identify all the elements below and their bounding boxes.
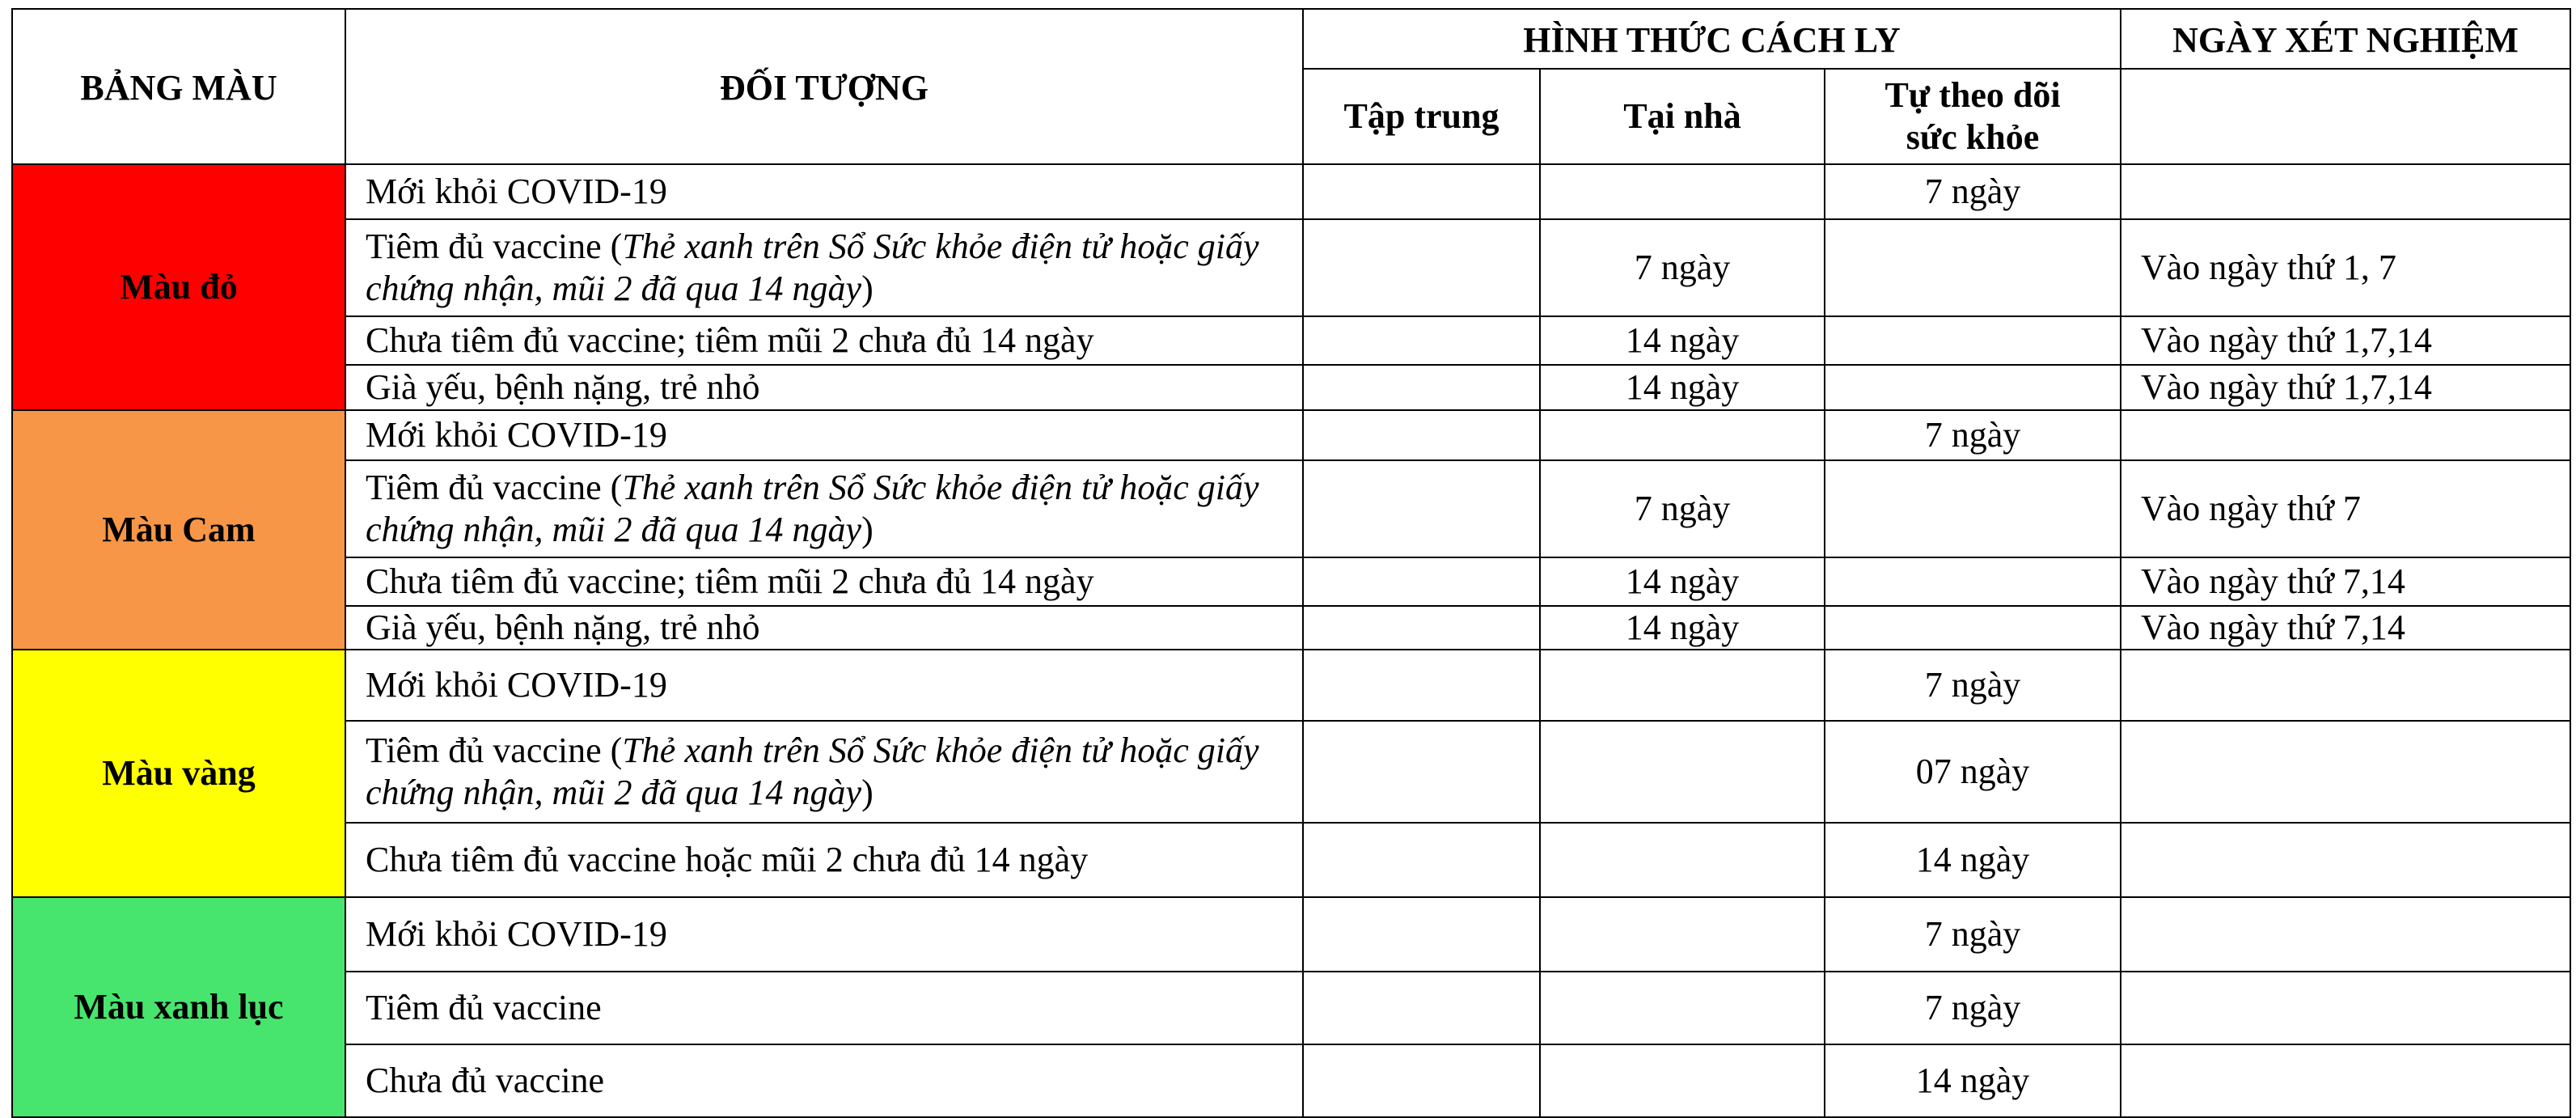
- concentrated-cell: [1303, 972, 1540, 1044]
- color-label-cell: Màu đỏ: [12, 164, 345, 410]
- table-row: [12, 164, 2570, 219]
- table-row: [12, 557, 2570, 606]
- table-row: [12, 721, 2570, 823]
- subject-prefix: Tiêm đủ vaccine (: [366, 731, 623, 770]
- test-days-cell: [2121, 721, 2570, 823]
- table-row: [12, 460, 2570, 557]
- subject-note: Thẻ xanh trên Sổ Sức khỏe điện tử hoặc giấy chứng nhận, mũi 2 đã qua 14 ngày: [366, 227, 1259, 308]
- subject-cell: [345, 721, 1303, 823]
- concentrated-cell: [1303, 219, 1540, 316]
- header-self-monitor: [1825, 69, 2121, 164]
- self-monitor-cell: 7 ngày: [1825, 650, 2121, 721]
- concentrated-cell: [1303, 365, 1540, 410]
- at-home-cell: [1540, 972, 1825, 1044]
- subject-cell: Già yếu, bệnh nặng, trẻ nhỏ: [345, 365, 1303, 410]
- at-home-cell: 14 ngày: [1540, 365, 1825, 410]
- self-monitor-cell: [1825, 557, 2121, 606]
- self-monitor-cell: [1825, 365, 2121, 410]
- test-days-cell: Vào ngày thứ 7: [2121, 460, 2570, 557]
- subject-suffix: ): [861, 510, 873, 549]
- at-home-cell: [1540, 1044, 1825, 1117]
- subject-cell: Tiêm đủ vaccine: [345, 972, 1303, 1044]
- test-days-cell: Vào ngày thứ 7,14: [2121, 606, 2570, 650]
- test-days-cell: [2121, 972, 2570, 1044]
- at-home-cell: [1540, 823, 1825, 897]
- color-label-cell: Màu xanh lục: [12, 897, 345, 1117]
- table-row: [12, 606, 2570, 650]
- concentrated-cell: [1303, 316, 1540, 365]
- test-days-cell: [2121, 823, 2570, 897]
- subject-cell: Mới khỏi COVID-19: [345, 164, 1303, 219]
- table-row: [12, 972, 2570, 1044]
- self-monitor-cell: 7 ngày: [1825, 972, 2121, 1044]
- at-home-cell: 14 ngày: [1540, 606, 1825, 650]
- table-body: [12, 164, 2570, 1117]
- concentrated-cell: [1303, 557, 1540, 606]
- subject-prefix: Tiêm đủ vaccine (: [366, 468, 623, 507]
- test-days-cell: Vào ngày thứ 1,7,14: [2121, 316, 2570, 365]
- at-home-cell: [1540, 897, 1825, 972]
- subject-cell: Chưa tiêm đủ vaccine; tiêm mũi 2 chưa đủ 14 ngày: [345, 557, 1303, 606]
- header-concentrated: Tập trung: [1303, 69, 1540, 164]
- concentrated-cell: [1303, 1044, 1540, 1117]
- self-monitor-cell: 14 ngày: [1825, 1044, 2121, 1117]
- table-row: [12, 410, 2570, 460]
- self-monitor-cell: 14 ngày: [1825, 823, 2121, 897]
- header-self-monitor-line1: Tự theo dõi: [1884, 75, 2061, 115]
- self-monitor-cell: [1825, 316, 2121, 365]
- header-subject: ĐỐI TƯỢNG: [345, 9, 1303, 164]
- subject-note: Thẻ xanh trên Sổ Sức khỏe điện tử hoặc giấy chứng nhận, mũi 2 đã qua 14 ngày: [366, 731, 1259, 812]
- test-days-cell: Vào ngày thứ 1,7,14: [2121, 365, 2570, 410]
- subject-cell: [345, 219, 1303, 316]
- table-row: [12, 1044, 2570, 1117]
- concentrated-cell: [1303, 164, 1540, 219]
- color-label-cell: Màu Cam: [12, 410, 345, 650]
- subject-cell: [345, 460, 1303, 557]
- at-home-cell: 14 ngày: [1540, 316, 1825, 365]
- table-row: [12, 365, 2570, 410]
- self-monitor-cell: [1825, 219, 2121, 316]
- at-home-cell: [1540, 650, 1825, 721]
- subject-suffix: ): [861, 269, 873, 308]
- header-self-monitor-line2: sức khỏe: [1906, 117, 2040, 157]
- isolation-table: [11, 8, 2571, 1118]
- test-days-cell: [2121, 1044, 2570, 1117]
- subject-prefix: Tiêm đủ vaccine (: [366, 227, 623, 266]
- subject-cell: Mới khỏi COVID-19: [345, 650, 1303, 721]
- table-row: [12, 897, 2570, 972]
- header-isolation-form: HÌNH THỨC CÁCH LY: [1303, 9, 2121, 69]
- self-monitor-cell: 07 ngày: [1825, 721, 2121, 823]
- at-home-cell: 7 ngày: [1540, 460, 1825, 557]
- subject-cell: Chưa đủ vaccine: [345, 1044, 1303, 1117]
- subject-cell: Chưa tiêm đủ vaccine hoặc mũi 2 chưa đủ 14 ngày: [345, 823, 1303, 897]
- at-home-cell: [1540, 164, 1825, 219]
- table-row: [12, 823, 2570, 897]
- subject-cell: Già yếu, bệnh nặng, trẻ nhỏ: [345, 606, 1303, 650]
- concentrated-cell: [1303, 410, 1540, 460]
- table-row: [12, 316, 2570, 365]
- at-home-cell: 7 ngày: [1540, 219, 1825, 316]
- header-at-home: Tại nhà: [1540, 69, 1825, 164]
- self-monitor-cell: 7 ngày: [1825, 164, 2121, 219]
- test-days-cell: [2121, 410, 2570, 460]
- at-home-cell: [1540, 410, 1825, 460]
- subject-cell: Mới khỏi COVID-19: [345, 897, 1303, 972]
- header-color-table: BẢNG MÀU: [12, 9, 345, 164]
- test-days-cell: [2121, 650, 2570, 721]
- self-monitor-cell: [1825, 606, 2121, 650]
- subject-suffix: ): [861, 773, 873, 812]
- concentrated-cell: [1303, 823, 1540, 897]
- self-monitor-cell: 7 ngày: [1825, 410, 2121, 460]
- subject-cell: Mới khỏi COVID-19: [345, 410, 1303, 460]
- test-days-cell: [2121, 164, 2570, 219]
- test-days-cell: [2121, 897, 2570, 972]
- concentrated-cell: [1303, 721, 1540, 823]
- header-test-days-blank: [2121, 69, 2570, 164]
- concentrated-cell: [1303, 606, 1540, 650]
- self-monitor-cell: 7 ngày: [1825, 897, 2121, 972]
- concentrated-cell: [1303, 897, 1540, 972]
- subject-note: Thẻ xanh trên Sổ Sức khỏe điện tử hoặc giấy chứng nhận, mũi 2 đã qua 14 ngày: [366, 468, 1259, 549]
- at-home-cell: [1540, 721, 1825, 823]
- header-test-days: NGÀY XÉT NGHIỆM: [2121, 9, 2570, 69]
- color-label-cell: Màu vàng: [12, 650, 345, 897]
- table-row: [12, 650, 2570, 721]
- self-monitor-cell: [1825, 460, 2121, 557]
- concentrated-cell: [1303, 460, 1540, 557]
- subject-cell: Chưa tiêm đủ vaccine; tiêm mũi 2 chưa đủ 14 ngày: [345, 316, 1303, 365]
- concentrated-cell: [1303, 650, 1540, 721]
- test-days-cell: Vào ngày thứ 7,14: [2121, 557, 2570, 606]
- table-row: [12, 219, 2570, 316]
- at-home-cell: 14 ngày: [1540, 557, 1825, 606]
- test-days-cell: Vào ngày thứ 1, 7: [2121, 219, 2570, 316]
